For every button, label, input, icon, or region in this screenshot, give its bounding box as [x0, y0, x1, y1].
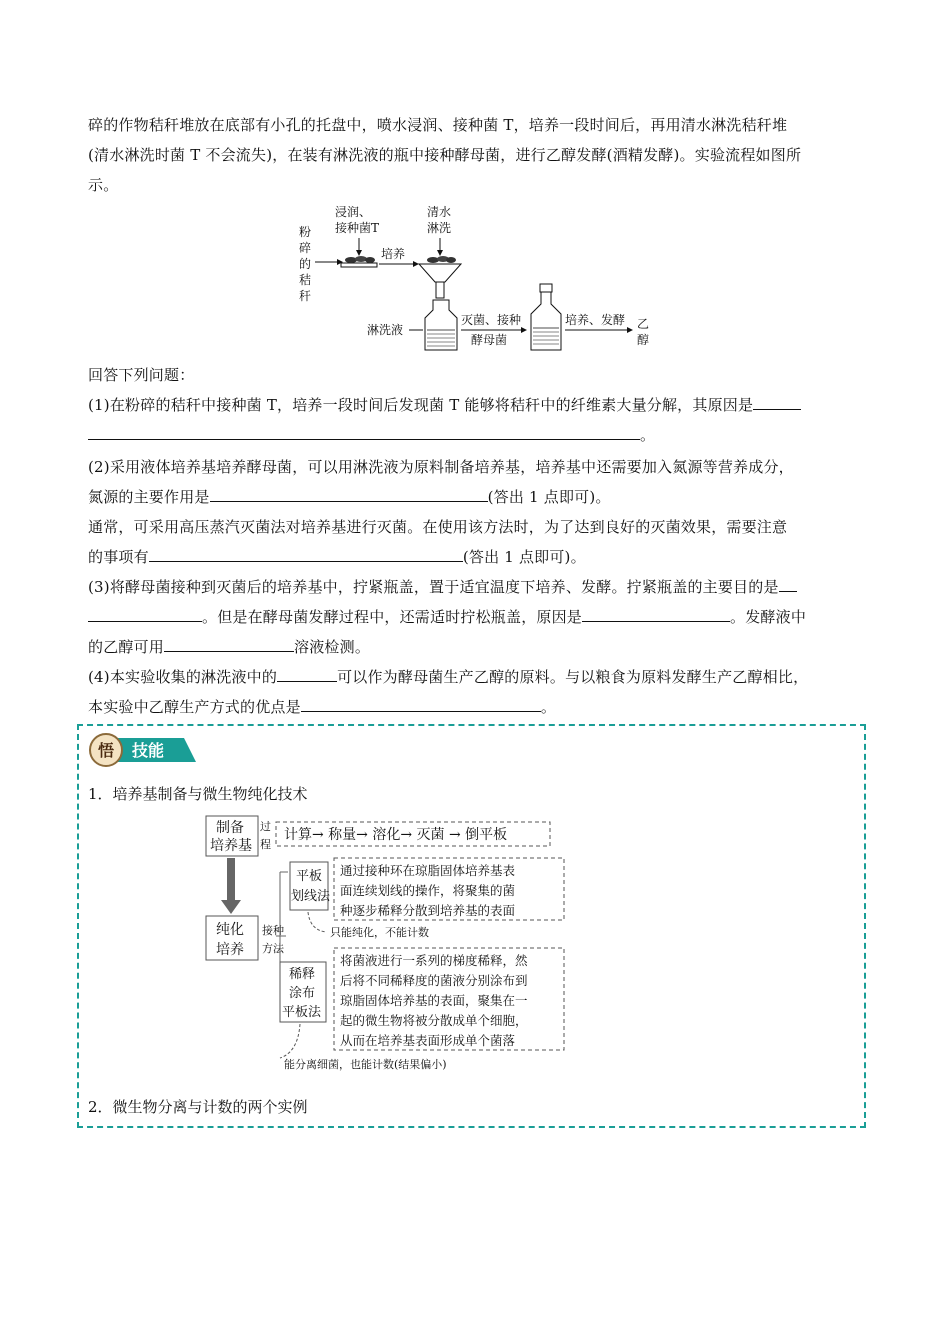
q4-blank-b[interactable] — [301, 694, 541, 712]
q2-blank-b[interactable] — [149, 544, 463, 562]
q1-blank-a[interactable] — [753, 392, 801, 410]
streak-desc-3: 种逐步稀释分散到培养基的表面 — [340, 903, 516, 918]
q3-blank-d[interactable] — [164, 634, 294, 652]
section-1-title: 1．培养基制备与微生物纯化技术 — [88, 785, 308, 803]
question-3-b — [88, 602, 878, 632]
question-2-c: 通常，可采用高压蒸汽灭菌法对培养基进行灭菌。在使用该方法时，为了达到良好的灭菌效果，需要注意 — [88, 518, 788, 536]
funnel-icon — [419, 256, 461, 298]
rinse-bottle-icon — [425, 300, 457, 350]
streak-label-a: 平板 — [296, 869, 323, 884]
q4-b-end: 。 — [540, 698, 557, 716]
prep-label-a: 制备 — [216, 820, 244, 836]
intro-line-3: 示。 — [88, 176, 119, 194]
spread-desc-5: 从而在培养基表面形成单个菌落 — [340, 1033, 516, 1048]
fermentation-bottle-icon — [531, 284, 561, 350]
q3-blank-c[interactable] — [582, 604, 730, 622]
q2-b-text: 氮源的主要作用是 — [88, 488, 210, 506]
q3-a-text: (3)将酵母菌接种到灭菌后的培养基中，拧紧瓶盖，置于适宜温度下培养、发酵。拧紧瓶盖的主要目的是 — [88, 578, 779, 596]
down-arrow-shaft — [227, 858, 235, 902]
intro-paragraph — [88, 110, 878, 200]
question-3-c — [88, 632, 878, 662]
streak-desc-1: 通过接种环在琼脂固体培养基表 — [340, 863, 516, 878]
question-4-b — [88, 692, 878, 722]
arrow-head-icon — [627, 327, 633, 333]
questions-heading: 回答下列问题： — [88, 366, 195, 384]
straw-label-1: 粉 — [299, 225, 312, 239]
purify-label-a: 纯化 — [216, 922, 244, 938]
arrow-head-icon — [521, 327, 527, 333]
step1-label-a: 浸润、 — [335, 205, 372, 219]
badge-icon-char: 悟 — [97, 741, 115, 760]
step3-label-a: 灭菌、接种 — [461, 313, 522, 327]
question-1-cont — [88, 420, 878, 450]
arrow-head-icon — [413, 261, 419, 267]
q2-d-text: 的事项有 — [88, 548, 149, 566]
spread-note-pointer — [280, 1024, 300, 1058]
q1-text: (1)在粉碎的秸秆中接种菌 T，培养一段时间后发现菌 T 能够将秸秆中的纤维素大量分解，其原因是 — [88, 396, 754, 414]
q3-blank-b[interactable] — [88, 604, 202, 622]
badge-text: 技能 — [132, 741, 165, 760]
streak-desc-2: 面连续划线的操作，将聚集的菌 — [340, 883, 516, 898]
section-2-title: 2．微生物分离与计数的两个实例 — [88, 1098, 308, 1116]
streak-note-pointer — [308, 912, 326, 932]
q3-blank-a[interactable] — [779, 574, 797, 592]
straw-label-2: 碎 — [299, 241, 312, 255]
straw-label-4: 秸 — [299, 273, 312, 287]
spread-label-b: 涂布 — [289, 986, 316, 1001]
step2-label-b: 淋洗 — [427, 221, 452, 235]
spread-desc-4: 起的微生物将被分散成单个细胞， — [340, 1013, 528, 1028]
purify-label-b: 培养 — [216, 942, 244, 958]
question-2-d — [88, 542, 878, 572]
streak-note: 只能纯化，不能计数 — [330, 926, 429, 939]
q4-b-text: 本实验中乙醇生产方式的优点是 — [88, 698, 301, 716]
questions-block — [88, 360, 878, 722]
spread-label-c: 平板法 — [282, 1005, 322, 1020]
skill-badge — [88, 732, 198, 768]
step3-label-b: 酵母菌 — [471, 333, 508, 347]
q1-end: 。 — [640, 426, 656, 444]
method-label-b: 方法 — [262, 942, 284, 955]
down-arrow-icon — [221, 900, 241, 914]
straw-label-5: 秆 — [299, 289, 312, 303]
spread-desc-1: 将菌液进行一系列的梯度稀释，然 — [340, 953, 528, 968]
culture-label: 培养 — [381, 247, 406, 261]
q1-blank-b[interactable] — [88, 422, 640, 440]
step1-label-b: 接种菌T — [335, 221, 380, 235]
question-2-b — [88, 482, 878, 512]
rinse-liquid-label: 淋洗液 — [367, 323, 404, 337]
process-label-a: 过 — [260, 820, 271, 833]
arrow-head-icon — [437, 250, 443, 256]
q3-c-end: 溶液检测。 — [294, 638, 371, 656]
question-1 — [88, 390, 878, 420]
step4-label: 培养、发酵 — [565, 313, 626, 327]
q4-a2-text: 可以作为酵母菌生产乙醇的原料。与以粮食为原料发酵生产乙醇相比， — [337, 668, 809, 686]
experiment-flow-figure — [295, 200, 665, 355]
straw-tray-icon — [341, 256, 377, 267]
prep-label-b: 培养基 — [210, 838, 252, 854]
intro-line-2: (清水淋洗时菌 T 不会流失)，在装有淋洗液的瓶中接种酵母菌，进行乙醇发酵(酒精发酵)。实验流程如图所 — [88, 146, 802, 164]
question-3 — [88, 572, 878, 602]
spread-desc-2: 后将不同稀释度的菌液分别涂布到 — [340, 973, 528, 988]
q4-a1-text: (4)本实验收集的淋洗液中的 — [88, 668, 278, 686]
method-label-a: 接种 — [262, 924, 284, 937]
q3-c-text: 的乙醇可用 — [88, 638, 165, 656]
straw-label-3: 的 — [299, 257, 312, 271]
question-2: (2)采用液体培养基培养酵母菌，可以用淋洗液为原料制备培养基，培养基中还需要加入氮源等营养成分， — [88, 458, 794, 476]
steps-text: 计算→ 称量→ 溶化→ 灭菌 → 倒平板 — [284, 827, 508, 843]
spread-note: 能分离细菌，也能计数(结果偏小) — [284, 1058, 447, 1071]
q3-b-text: 。但是在酵母菌发酵过程中，还需适时拧松瓶盖，原因是 — [202, 608, 583, 626]
q3-b-text2: 。发酵液中 — [730, 608, 807, 626]
question-4 — [88, 662, 878, 692]
spread-desc-3: 琼脂固体培养基的表面，聚集在一 — [340, 993, 528, 1008]
product-label-1: 乙 — [637, 317, 650, 331]
streak-label-b: 划线法 — [291, 889, 331, 904]
intro-line-1: 碎的作物秸秆堆放在底部有小孔的托盘中，喷水浸润、接种菌 T，培养一段时间后，再用清水淋洗秸秆堆 — [88, 116, 788, 134]
q4-blank-a[interactable] — [277, 664, 337, 682]
process-label-b: 程 — [260, 838, 271, 851]
spread-label-a: 稀释 — [289, 967, 316, 982]
q2-blank-a[interactable] — [210, 484, 488, 502]
q2-b-end: (答出 1 点即可)。 — [487, 488, 611, 506]
purification-diagram — [200, 812, 580, 1077]
step2-label-a: 清水 — [427, 205, 452, 219]
product-label-2: 醇 — [637, 333, 650, 347]
arrow-head-icon — [356, 250, 362, 256]
q2-d-end: (答出 1 点即可)。 — [462, 548, 586, 566]
